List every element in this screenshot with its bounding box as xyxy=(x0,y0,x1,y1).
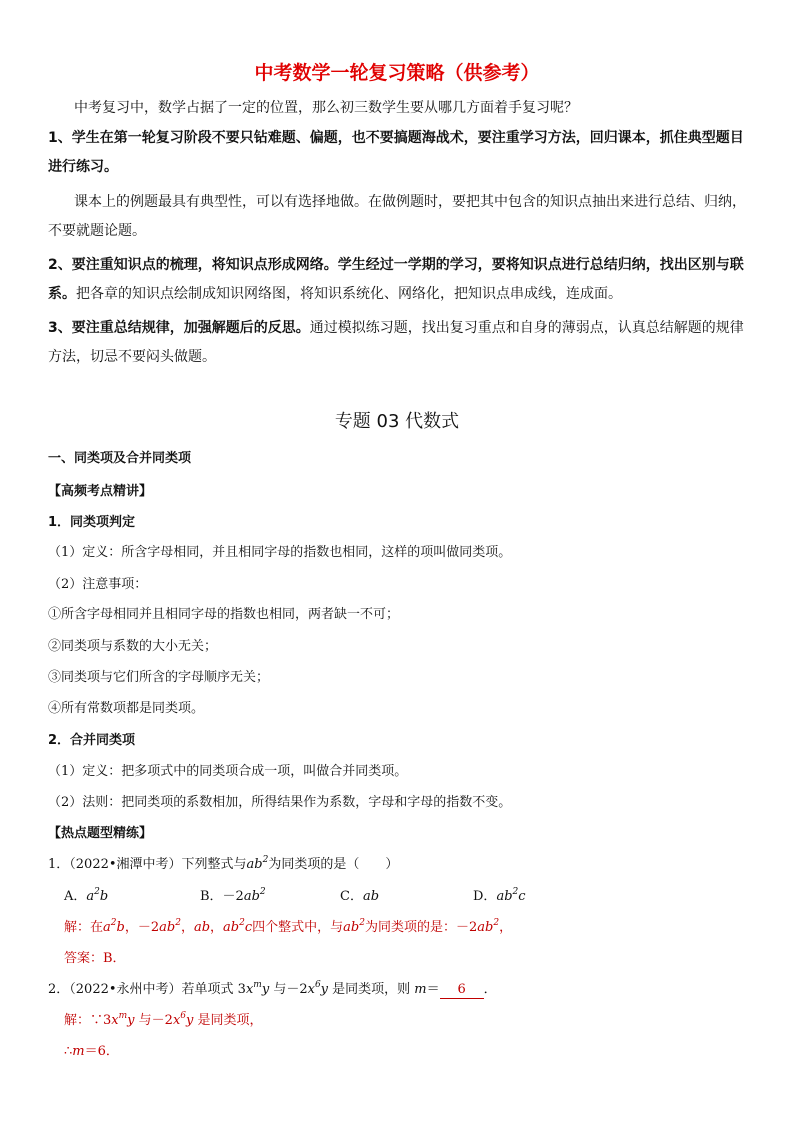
knowledge2-rule: （2）法则：把同类项的系数相加，所得结果作为系数，字母和字母的指数不变。 xyxy=(48,795,512,810)
option-b xyxy=(200,885,266,904)
intro-point2-bold-end: 系。 xyxy=(48,286,76,302)
intro-point1-line1: 1、学生在第一轮复习阶段不要只钻难题、偏题，也不要搞题海战术，要注重学习方法，回归课本，抓住典型题目 xyxy=(48,130,744,146)
question-2-stem-mid: 与－2 xyxy=(269,982,308,997)
intro-point1-line2: 进行练习。 xyxy=(48,159,118,175)
option-c xyxy=(340,885,379,904)
solution-1-mid2: 为同类项的是：－2 xyxy=(364,920,478,935)
intro-point3-line1 xyxy=(48,318,744,338)
question-2-conclusion xyxy=(64,1040,119,1059)
solution-1-sep3: ， xyxy=(210,920,224,935)
question-1-solution xyxy=(64,916,512,935)
option-a xyxy=(64,885,108,904)
hot-heading: 【热点题型精练】 xyxy=(48,826,153,841)
math-ab2: $ab^2$ xyxy=(243,887,266,904)
math-ab2: $ab^2$ xyxy=(343,918,365,935)
knowledge1-note-4: ④所有常数项都是同类项。 xyxy=(48,701,205,716)
solution-2-mid: 与－2 xyxy=(134,1013,173,1028)
math-ab2c: $ab^2c$ xyxy=(223,918,253,935)
math-ab2: $ab^2$ xyxy=(159,918,181,935)
solution-1-end: ， xyxy=(499,920,513,935)
option-d-label: D． xyxy=(473,889,497,904)
solution-1-sep2: ， xyxy=(180,920,194,935)
question-1-stem-prefix: 1．（2022•湘潭中考）下列整式与 xyxy=(48,857,247,872)
question-2-stem-mid2: 是同类项，则 xyxy=(328,982,415,997)
math-ab2: $ab^2$ xyxy=(246,855,269,872)
math-m: m xyxy=(72,1044,85,1059)
math-xmy: $x^my$ xyxy=(245,980,270,997)
knowledge2-title: 2．合并同类项 xyxy=(48,733,136,748)
solution-1-sep1: ，－2 xyxy=(124,920,160,935)
knowledge1-definition: （1）定义：所含字母相同，并且相同字母的指数也相同，这样的项叫做同类项。 xyxy=(48,545,512,560)
math-ab2: $ab^2$ xyxy=(477,918,500,935)
question-2-stem xyxy=(48,978,497,999)
intro-point1-line3: 课本上的例题最具有典型性，可以有选择地做。在做例题时，要把其中包含的知识点抽出来进行总结、归纳， xyxy=(74,194,746,210)
section-title: 专题 03 代数式 xyxy=(334,411,460,432)
solution-1-mid: 四个整式中，与 xyxy=(252,920,344,935)
question-2-stem-end: ． xyxy=(483,982,497,997)
knowledge1-note: （2）注意事项： xyxy=(48,577,148,592)
intro-point1-line4: 不要就题论题。 xyxy=(48,223,146,239)
question-2-solution xyxy=(64,1009,263,1028)
math-x6y: $x^6y$ xyxy=(307,980,329,997)
knowledge1-note-3: ③同类项与它们所含的字母顺序无关； xyxy=(48,670,270,685)
answer-blank: 6 xyxy=(440,982,484,999)
math-a2b: $a^2b$ xyxy=(86,887,109,904)
math-ab: ab xyxy=(193,920,211,935)
solution-2-result: ＝6． xyxy=(84,1044,119,1059)
intro-point2-line2 xyxy=(48,284,622,304)
intro-lead: 中考复习中，数学占据了一定的位置，那么初三数学生要从哪几方面着手复习呢？ xyxy=(74,100,578,116)
math-ab2c: $ab^2c$ xyxy=(496,887,526,904)
knowledge2-definition: （1）定义：把多项式中的同类项合成一项，叫做合并同类项。 xyxy=(48,764,408,779)
math-ab: ab xyxy=(362,889,380,904)
option-c-label: C． xyxy=(340,889,363,904)
option-b-label: B．－2 xyxy=(200,889,244,904)
option-a-label: A． xyxy=(64,889,87,904)
part-heading: 一、同类项及合并同类项 xyxy=(48,451,192,466)
math-x6y: $x^6y$ xyxy=(172,1011,194,1028)
question-2-stem-prefix: 2．（2022•永州中考）若单项式 3 xyxy=(48,982,246,997)
math-m: m xyxy=(414,982,427,997)
question-1-answer: 答案：B． xyxy=(64,951,126,966)
intro-point3-line2: 方法，切忌不要闷头做题。 xyxy=(48,349,216,365)
intro-point2-rest: 把各章的知识点绘制成知识网络图，将知识系统化、网络化，把知识点串成线，连成面。 xyxy=(76,286,622,302)
therefore-symbol: ∴ xyxy=(64,1044,73,1059)
knowledge1-title: 1．同类项判定 xyxy=(48,515,136,530)
knowledge1-note-2: ②同类项与系数的大小无关； xyxy=(48,639,218,654)
intro-point3-rest: 通过模拟练习题，找出复习重点和自身的薄弱点，认真总结解题的规律 xyxy=(309,320,744,336)
question-1-stem xyxy=(48,853,398,872)
intro-point2-line1: 2、要注重知识点的梳理，将知识点形成网络。学生经过一学期的学习，要将知识点进行总结归纳，找出区别与联 xyxy=(48,257,744,273)
knowledge1-note-1: ①所含字母相同并且相同字母的指数也相同，两者缺一不可； xyxy=(48,607,400,622)
solution-2-prefix: 解：∵3 xyxy=(64,1013,112,1028)
math-xmy: $x^my$ xyxy=(111,1011,135,1028)
question-1-stem-suffix: 为同类项的是（ ） xyxy=(268,857,399,872)
question-2-eq: ＝ xyxy=(426,982,440,997)
math-a2b: $a^2b$ xyxy=(103,918,125,935)
solution-1-prefix: 解：在 xyxy=(64,920,104,935)
solution-2-end: 是同类项， xyxy=(193,1013,263,1028)
document-title: 中考数学一轮复习策略（供参考） xyxy=(254,62,540,84)
option-d xyxy=(473,885,526,904)
highfreq-heading: 【高频考点精讲】 xyxy=(48,484,153,499)
intro-point3-bold: 3、要注重总结规律，加强解题后的反思。 xyxy=(48,320,310,336)
